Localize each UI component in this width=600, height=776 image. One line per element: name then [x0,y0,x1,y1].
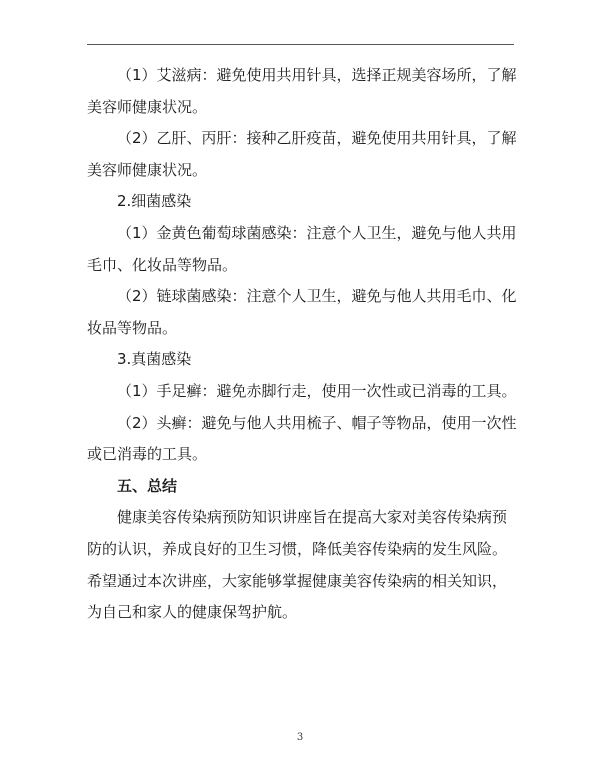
header-rule [87,44,514,45]
paragraph-hepatitis: （2）乙肝、丙肝：接种乙肝疫苗，避免使用共用针具，了解美容师健康状况。 [87,129,517,179]
section-heading-bacterial: 2.细菌感染 [117,192,192,211]
paragraph-staphylococcus: （1）金黄色葡萄球菌感染：注意个人卫生，避免与他人共用毛巾、化妆品等物品。 [87,223,517,274]
document-body [87,60,517,629]
paragraph-tinea-capitis: （2）头癣：避免与他人共用梳子、帽子等物品，使用一次性或已消毒的工具。 [87,413,517,464]
paragraph-streptococcus: （2）链球菌感染：注意个人卫生，避免与他人共用毛巾、化妆品等物品。 [87,287,517,337]
section-heading-summary: 五、总结 [117,476,178,495]
section-heading-fungal: 3.真菌感染 [117,350,192,369]
paragraph-summary: 健康美容传染病预防知识讲座旨在提高大家对美容传染病预防的认识，养成良好的卫生习惯，降低美容传染病的发生风险。希望通过本次讲座，大家能够掌握健康美容传染病的相关知识，为自己和家人的健康保驾护航。 [87,508,508,622]
paragraph-aids: （1）艾滋病：避免使用共用针具，选择正规美容场所，了解美容师健康状况。 [87,66,517,116]
paragraph-tinea-pedis: （1）手足癣：避免赤脚行走，使用一次性或已消毒的工具。 [117,381,517,400]
page-number: 3 [296,732,304,743]
